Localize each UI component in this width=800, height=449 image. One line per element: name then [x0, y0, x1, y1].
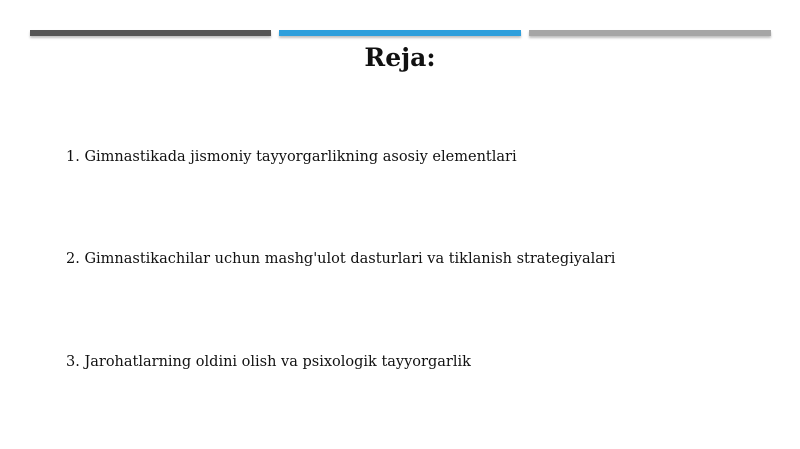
header-bar-gray [529, 30, 771, 36]
agenda-item-2: 2. Gimnastikachilar uchun mashg'ulot dasturlari va tiklanish strategiyalari [66, 251, 616, 267]
slide-title: Reja: [364, 43, 436, 72]
agenda-item-1: 1. Gimnastikada jismoniy tayyorgarlikning asosiy elementlari [66, 149, 517, 165]
header-bar-blue [279, 30, 521, 36]
agenda-item-3: 3. Jarohatlarning oldini olish va psixologik tayyorgarlik [66, 354, 471, 370]
header-bar-dark [30, 30, 271, 36]
